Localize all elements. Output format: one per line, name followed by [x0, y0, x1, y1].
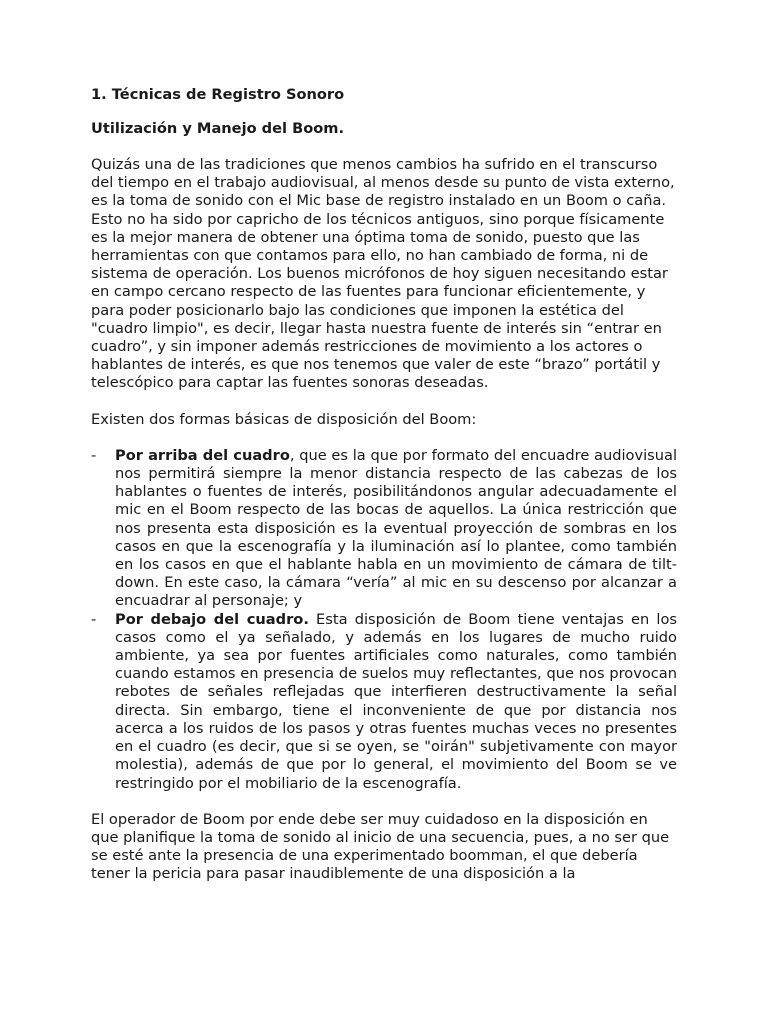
list-item — [91, 611, 677, 793]
document-page — [91, 86, 677, 902]
intro-paragraph: Quizás una de las tradiciones que menos cambios ha sufrido en el transcurso del tiempo en el trabajo audiovisual, al menos desde su punto de vista externo, es la toma de sonido con el Mic base de registro instalado en un Boom o caña. Esto no ha sido por capricho de los técnicos antiguos, sino porque físicamente es la mejor manera de obtener una óptima toma de sonido, puesto que las herramientas con que contamos para ello, no han cambiado de forma, ni de sistema de operación. Los buenos micrófonos de hoy siguen necesitando estar en campo cercano respecto de las fuentes para funcionar eficientemente, y para poder posicionarlo bajo las condiciones que imponen la estética del "cuadro limpio", es decir, llegar hasta nuestra fuente de interés sin “entrar en cuadro”, y sin imponer además restricciones de movimiento a los actores o hablantes de interés, es que nos tenemos que valer de este “brazo” portátil y telescópico para captar las fuentes sonoras deseadas. — [91, 156, 675, 392]
bullet-dash: - — [91, 446, 97, 464]
list-item-text: Esta disposición de Boom tiene ventajas en los casos como el ya señalado, y además en los lugares de mucho ruido ambiente, ya sea por fuentes artificiales como naturales, como también cuando estamos en presencia de suelos muy reflectantes, que nos provocan rebotes de señales reflejadas que interfieren destructivamente la señal directa. Sin embargo, tiene el inconveniente de que por distancia nos acerca a los ruidos de los pasos y otras fuentes muchas veces no presentes en el cuadro (es decir, que si se oyen, se "oirán" subjetivamente con mayor molestia), además de que por lo general, el movimiento del Boom se ve restringido por el mobiliario de la escenografía. — [115, 610, 677, 792]
section-heading: 1. Técnicas de Registro Sonoro — [91, 86, 345, 103]
bullet-dash: - — [91, 610, 97, 628]
subsection-heading: Utilización y Manejo del Boom. — [91, 120, 345, 137]
boom-positions-list — [91, 447, 677, 793]
closing-paragraph: El operador de Boom por ende debe ser muy cuidadoso en la disposición en que planifique la toma de sonido al inicio de una secuencia, pues, a no ser que se esté ante la presencia de una experimentado boomman, el que debería tener la pericia para pasar inaudiblemente de una disposición a la — [91, 810, 670, 883]
list-item-title: Por debajo del cuadro. — [115, 610, 309, 628]
list-intro-paragraph: Existen dos formas básicas de disposición del Boom: — [91, 410, 477, 428]
list-item-text: , que es la que por formato del encuadre audiovisual nos permitirá siempre la menor distancia respecto de las cabezas de los hablantes o fuentes de interés, posibilitándonos angular adecuadamente el mic en el Boom respecto de las bocas de aquellos. La única restricción que nos presenta esta disposición es la eventual proyección de sombras en los casos en que la escenografía y la iluminación así lo plantee, como también en los casos en que el hablante habla en un movimiento de cámara de tilt-down. En este caso, la cámara “vería” al mic en su descenso por alcanzar a encuadrar al personaje; y — [115, 446, 677, 610]
list-item-title: Por arriba del cuadro — [115, 446, 290, 464]
list-item — [91, 447, 677, 611]
